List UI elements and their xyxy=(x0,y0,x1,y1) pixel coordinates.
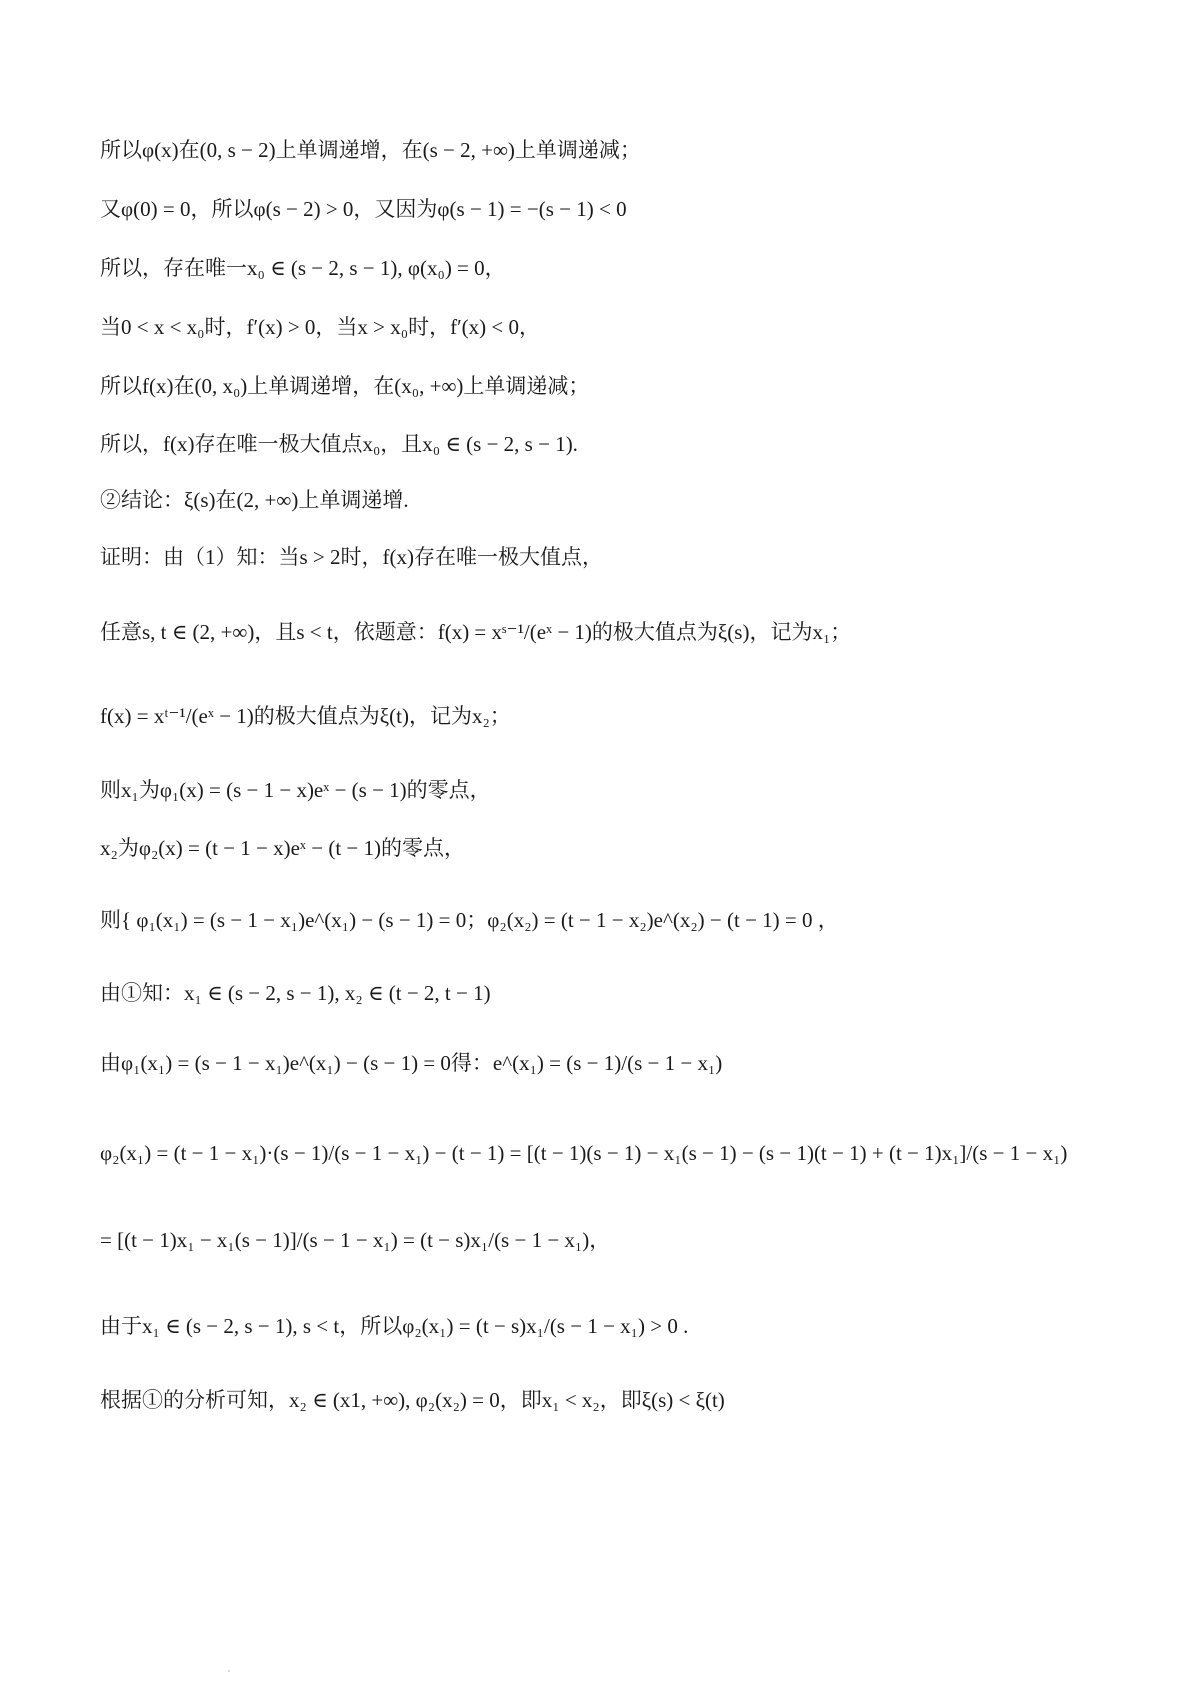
line-text: 由①知：x₁ ∈ (s − 2, s − 1), x₂ ∈ (t − 2, t − 1) xyxy=(100,981,491,1005)
line-text: 所以，f(x)存在唯一极大值点x₀，且x₀ ∈ (s − 2, s − 1). xyxy=(100,432,578,456)
line-text: 当0 < x < x₀时，f′(x) > 0，当x > x₀时，f′(x) < 0， xyxy=(100,315,541,339)
line-text: 所以，存在唯一x₀ ∈ (s − 2, s − 1), φ(x₀) = 0， xyxy=(100,256,506,280)
line-text: = [(t − 1)x₁ − x₁(s − 1)]/(s − 1 − x₁) = (t − s)x₁/(s − 1 − x₁)， xyxy=(100,1228,611,1252)
footer-mark xyxy=(228,1670,230,1672)
line-text: 证明：由（1）知：当s > 2时，f(x)存在唯一极大值点， xyxy=(100,545,603,569)
line-text: φ₂(x₁) = (t − 1 − x₁)·(s − 1)/(s − 1 − x₁) − (t − 1) = [(t − 1)(s − 1) − x₁(s − 1) − (s − 1)(t − 1) + (t − 1)x₁]/(s − 1 − x₁) xyxy=(100,1141,1068,1165)
line-text: 则x₁为φ₁(x) = (s − 1 − x)eˣ − (s − 1)的零点， xyxy=(100,778,491,802)
line-text: ②结论：ξ(s)在(2, +∞)上单调递增. xyxy=(100,488,409,512)
line-text: f(x) = xᵗ⁻¹/(eˣ − 1)的极大值点为ξ(t)，记为x₂； xyxy=(100,704,511,728)
line-text: 由于x₁ ∈ (s − 2, s − 1), s < t，所以φ₂(x₁) = (t − s)x₁/(s − 1 − x₁) > 0 . xyxy=(100,1314,689,1338)
line-text: 则{ φ₁(x₁) = (s − 1 − x₁)e^(x₁) − (s − 1) = 0；φ₂(x₂) = (t − 1 − x₂)e^(x₂) − (t − 1) = 0 ， xyxy=(100,908,839,932)
line-text: 又φ(0) = 0，所以φ(s − 2) > 0，又因为φ(s − 1) = −(s − 1) < 0 xyxy=(100,197,627,221)
line-text: 任意s, t ∈ (2, +∞)，且s < t，依题意：f(x) = xˢ⁻¹/(eˣ − 1)的极大值点为ξ(s)，记为x₁； xyxy=(100,620,852,644)
line-text: 所以f(x)在(0, x₀)上单调递增，在(x₀, +∞)上单调递减； xyxy=(100,374,590,398)
line-text: x₂为φ₂(x) = (t − 1 − x)eˣ − (t − 1)的零点， xyxy=(100,836,465,860)
line-text: 根据①的分析可知，x₂ ∈ (x1, +∞), φ₂(x₂) = 0，即x₁ < x₂，即ξ(s) < ξ(t) xyxy=(100,1388,725,1412)
line-text: 所以φ(x)在(0, s − 2)上单调递增，在(s − 2, +∞)上单调递减； xyxy=(100,138,641,162)
line-text: 由φ₁(x₁) = (s − 1 − x₁)e^(x₁) − (s − 1) = 0得：e^(x₁) = (s − 1)/(s − 1 − x₁) xyxy=(100,1051,723,1075)
